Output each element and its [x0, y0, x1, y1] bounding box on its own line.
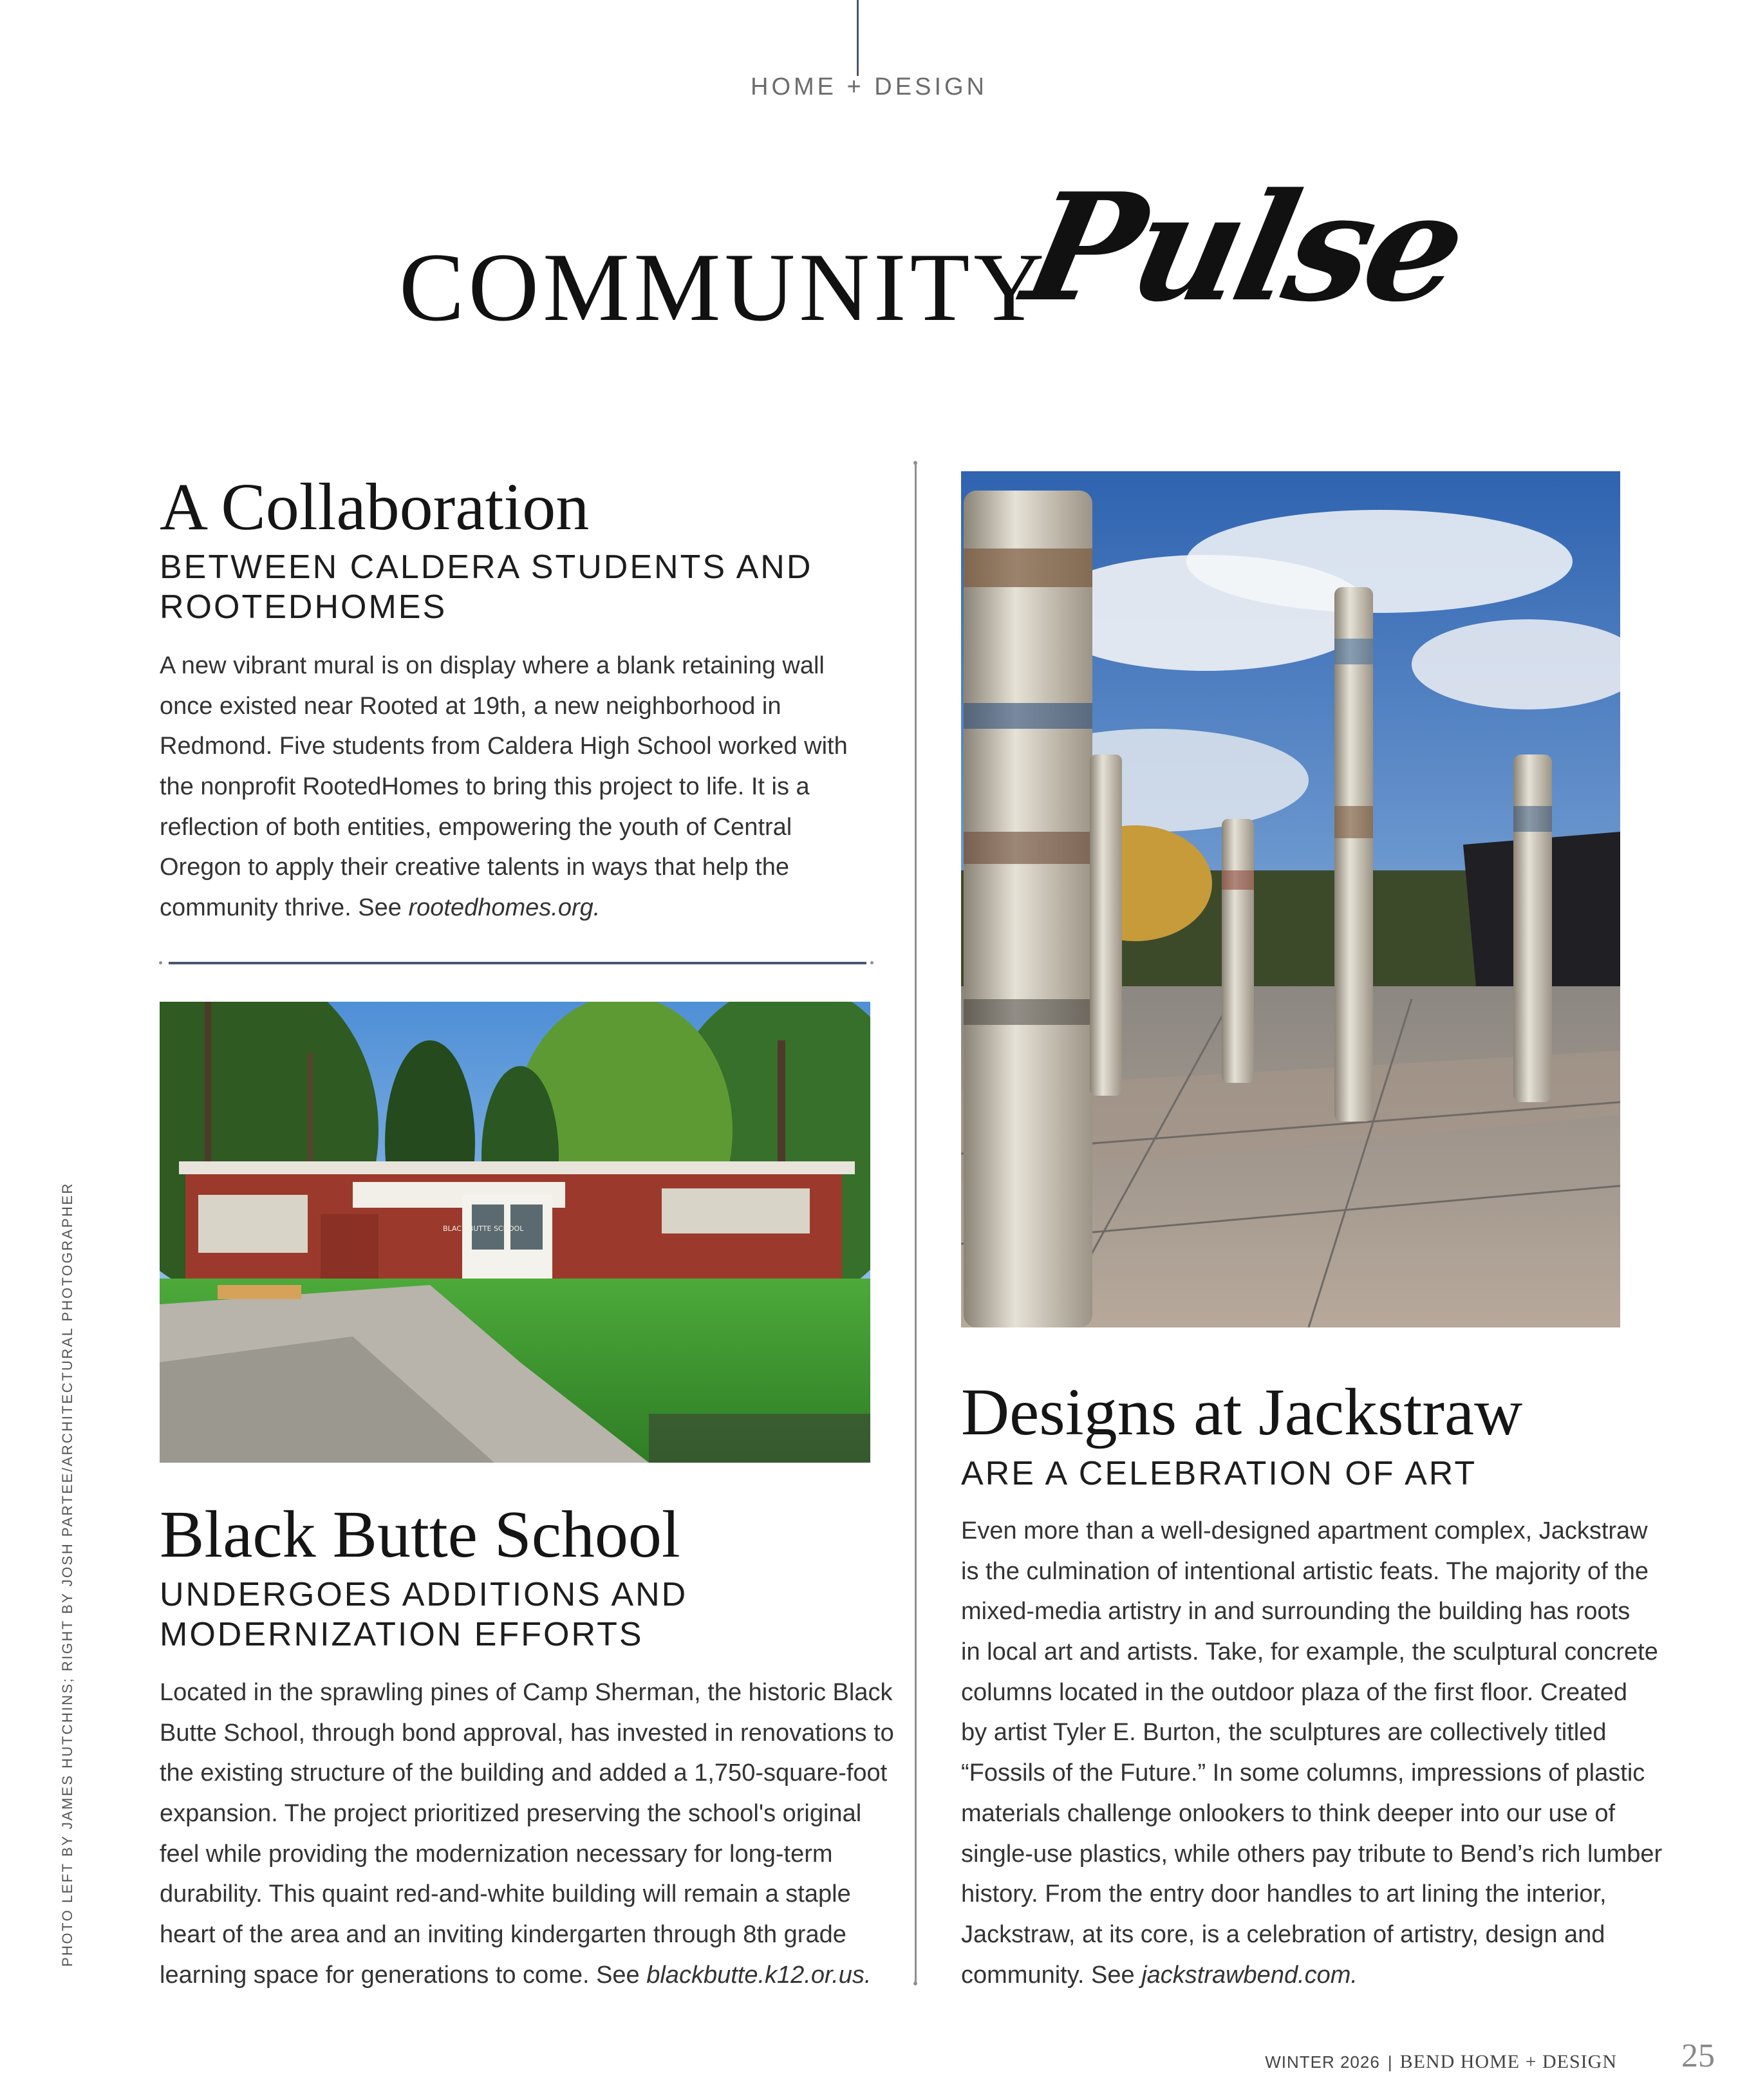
article-body-black-butte: Located in the sprawling pines of Camp Sherman, the historic Black Butte School, through bond approval, has invested in renovations to the existing structure of the building and added a 1,750-square-foot expansion. The project prioritized preserving the school's original feel while providing the modernization necessary for long-term durability. This quaint red-and-white building will remain a staple heart of the area and an inviting kindergarten through 8th grade learning space for generations to come. See blackbutte.k12.or.us.: [160, 1679, 894, 1989]
footer: [1265, 2051, 1617, 2073]
article-title-collaboration: A Collaboration: [160, 470, 590, 544]
photo-black-butte-school: [160, 1002, 870, 1463]
article-body-jackstraw: Even more than a well-designed apartment complex, Jackstraw is the culmination of intentional artistic feats. The majority of the mixed-media artistry in and surrounding the building has roots in local art and artists. Take, for example, the sculptural concrete columns located in the outdoor plaza of the first floor. Created by artist Tyler E. Burton, the sculptures are collectively titled “Fossils of the Future.” In some columns, impressions of plastic materials challenge onlookers to think deeper into our use of single-use plastics, while others pay tribute to Bend’s rich lumber history. From the entry door handles to art lining the interior, Jackstraw, at its core, is a celebration of artistry, design and community. See jackstrawbend.com.: [961, 1517, 1663, 1989]
footer-magazine: BEND HOME + DESIGN: [1399, 2051, 1617, 2072]
link-blackbutte[interactable]: blackbutte.k12.or.us.: [646, 1961, 872, 1989]
school-sign: BLACK BUTTE SCHOOL: [443, 1224, 524, 1233]
section-rule: [169, 962, 866, 964]
masthead-word: COMMUNITY: [399, 233, 1049, 341]
divider-dot: [913, 1982, 917, 1985]
column-divider: [915, 464, 917, 1983]
rule-dot: [159, 961, 162, 964]
photo-jackstraw-columns: [961, 471, 1620, 1327]
article-title-jackstraw: Designs at Jackstraw: [961, 1375, 1523, 1449]
link-jackstraw[interactable]: jackstrawbend.com.: [1141, 1961, 1358, 1989]
article-subtitle-collaboration: BETWEEN CALDERA STUDENTS AND ROOTEDHOMES: [160, 548, 813, 626]
top-rule: [857, 0, 859, 76]
masthead: [399, 161, 1476, 348]
article-subtitle-jackstraw: ARE A CELEBRATION OF ART: [961, 1455, 1477, 1492]
article-body-collaboration: A new vibrant mural is on display where a blank retaining wall once existed near Rooted at 19th, a new neighborhood in Redmond. Five students from Caldera High School worked with the nonprofit RootedHomes to bring this project to life. It is a reflection of both entities, empowering the youth of Central Oregon to apply their creative talents in ways that help the community thrive. See rootedhomes.org.: [160, 652, 848, 922]
section-label: HOME + DESIGN: [751, 73, 987, 100]
rule-dot: [870, 961, 874, 964]
article-subtitle-black-butte: UNDERGOES ADDITIONS AND MODERNIZATION EFFORTS: [160, 1576, 688, 1653]
footer-separator: |: [1387, 2052, 1392, 2072]
article-title-black-butte: Black Butte School: [160, 1497, 680, 1571]
page-number: 25: [1681, 2038, 1715, 2074]
photo-credit: PHOTO LEFT BY JAMES HUTCHINS; RIGHT BY JOSH PARTEE/ARCHITECTURAL PHOTOGRAPHER: [59, 1182, 75, 1967]
divider-dot: [913, 461, 917, 465]
footer-issue: WINTER 2026: [1265, 2052, 1380, 2072]
masthead-script: Pulse: [1011, 161, 1476, 335]
link-rootedhomes[interactable]: rootedhomes.org.: [408, 894, 601, 922]
